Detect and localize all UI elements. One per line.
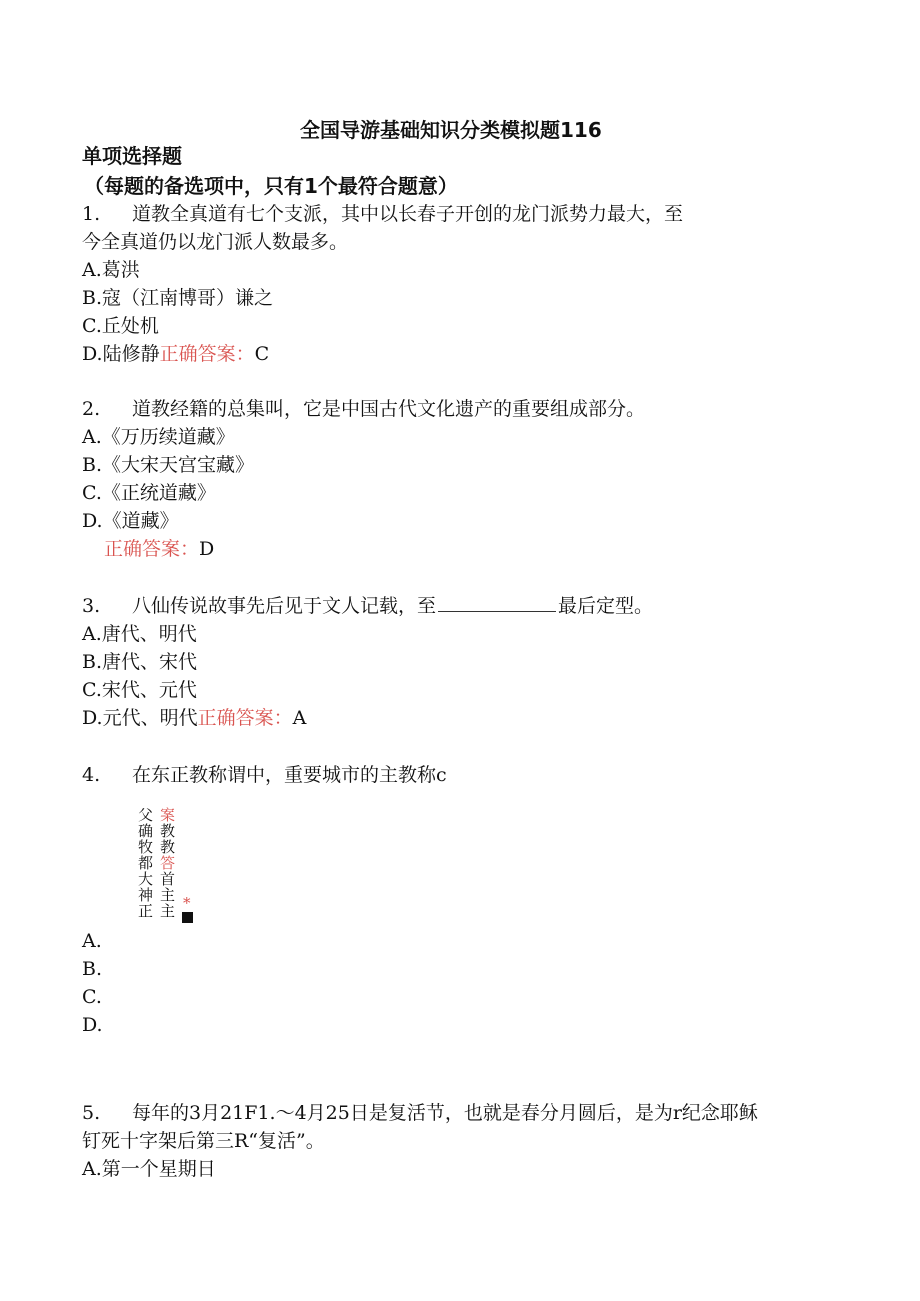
answer-label: 正确答案： [104, 538, 200, 560]
column-char: 教 [160, 822, 176, 840]
question-number: 1. [82, 203, 101, 225]
option-d: D. [82, 1014, 103, 1036]
question-text-end: 最后定型。 [558, 595, 654, 617]
scrambled-column-1 [138, 807, 153, 919]
column-char: 答 [160, 854, 176, 872]
question-number: 3. [82, 595, 101, 617]
option-c: C.宋代、元代 [82, 679, 197, 701]
asterisk-mark: * [183, 894, 191, 912]
page-title: 全国导游基础知识分类模拟题116 [300, 118, 602, 142]
option-c: C.《正统道藏》 [82, 482, 216, 504]
option-b: B.寇（江南博哥）谦之 [82, 287, 274, 309]
question-text: 道教经籍的总集叫，它是中国古代文化遗产的重要组成部分。 [132, 398, 646, 420]
option-a: A.葛洪 [82, 259, 140, 281]
question-1-stem-cont: 今全真道仍以龙门派人数最多。 [82, 231, 349, 253]
option-d: D.《道藏》 [82, 510, 179, 532]
option-b: B. [82, 958, 103, 980]
column-char: 确 [138, 822, 154, 840]
section-heading: 单项选择题 [82, 144, 182, 168]
question-text: 在东正教称谓中，重要城市的主教称c [132, 764, 447, 786]
scrambled-column-2 [160, 807, 175, 919]
column-char: 牧 [138, 838, 154, 856]
question-5-stem [82, 1098, 758, 1125]
option-a: A.《万历续道藏》 [82, 426, 235, 448]
question-text: 道教全真道有七个支派，其中以长春子开创的龙门派势力最大，至 [132, 203, 684, 225]
option-d-with-answer [82, 339, 269, 366]
option-a: A.第一个星期日 [82, 1158, 216, 1180]
answer-value: D [199, 538, 215, 560]
option-d: D.元代、明代 [82, 707, 198, 729]
column-char: 教 [160, 838, 176, 856]
column-char: 正 [138, 902, 154, 920]
column-char: 神 [138, 886, 154, 904]
question-3-stem [82, 591, 653, 618]
question-number: 4. [82, 764, 101, 786]
option-b: B.《大宋天宫宝藏》 [82, 454, 255, 476]
question-2-stem [82, 394, 645, 421]
question-text: 八仙传说故事先后见于文人记载，至 [132, 595, 437, 617]
answer-value: A [292, 707, 307, 729]
question-number: 5. [82, 1102, 101, 1124]
column-char: 父 [138, 806, 154, 824]
answer-value: C [254, 343, 270, 365]
instruction-text: （每题的备选项中，只有1个最符合题意） [84, 174, 458, 198]
column-char: 主 [160, 902, 176, 920]
column-char: 大 [138, 870, 154, 888]
option-b: B.唐代、宋代 [82, 651, 198, 673]
answer-label: 正确答案： [159, 343, 255, 365]
black-square-icon [182, 910, 193, 928]
column-char: 主 [160, 886, 176, 904]
question-4-stem [82, 760, 447, 787]
question-5-stem-cont: 钉死十字架后第三R“复活”。 [82, 1130, 325, 1152]
question-text: 每年的3月21F1.～4月25日是复活节，也就是春分月圆后，是为r纪念耶稣 [132, 1102, 758, 1124]
option-d-with-answer [82, 703, 306, 730]
column-char: 案 [160, 806, 176, 824]
fill-in-blank [438, 597, 556, 612]
answer-label: 正确答案： [197, 707, 293, 729]
column-char: 都 [138, 854, 154, 872]
option-a: A. [82, 930, 102, 952]
option-d: D.陆修静 [82, 343, 160, 365]
option-c: C.丘处机 [82, 315, 159, 337]
question-1-stem [82, 199, 683, 226]
answer-line [104, 534, 214, 561]
option-c: C. [82, 986, 102, 1008]
question-number: 2. [82, 398, 101, 420]
option-a: A.唐代、明代 [82, 623, 197, 645]
column-char: 首 [160, 870, 176, 888]
